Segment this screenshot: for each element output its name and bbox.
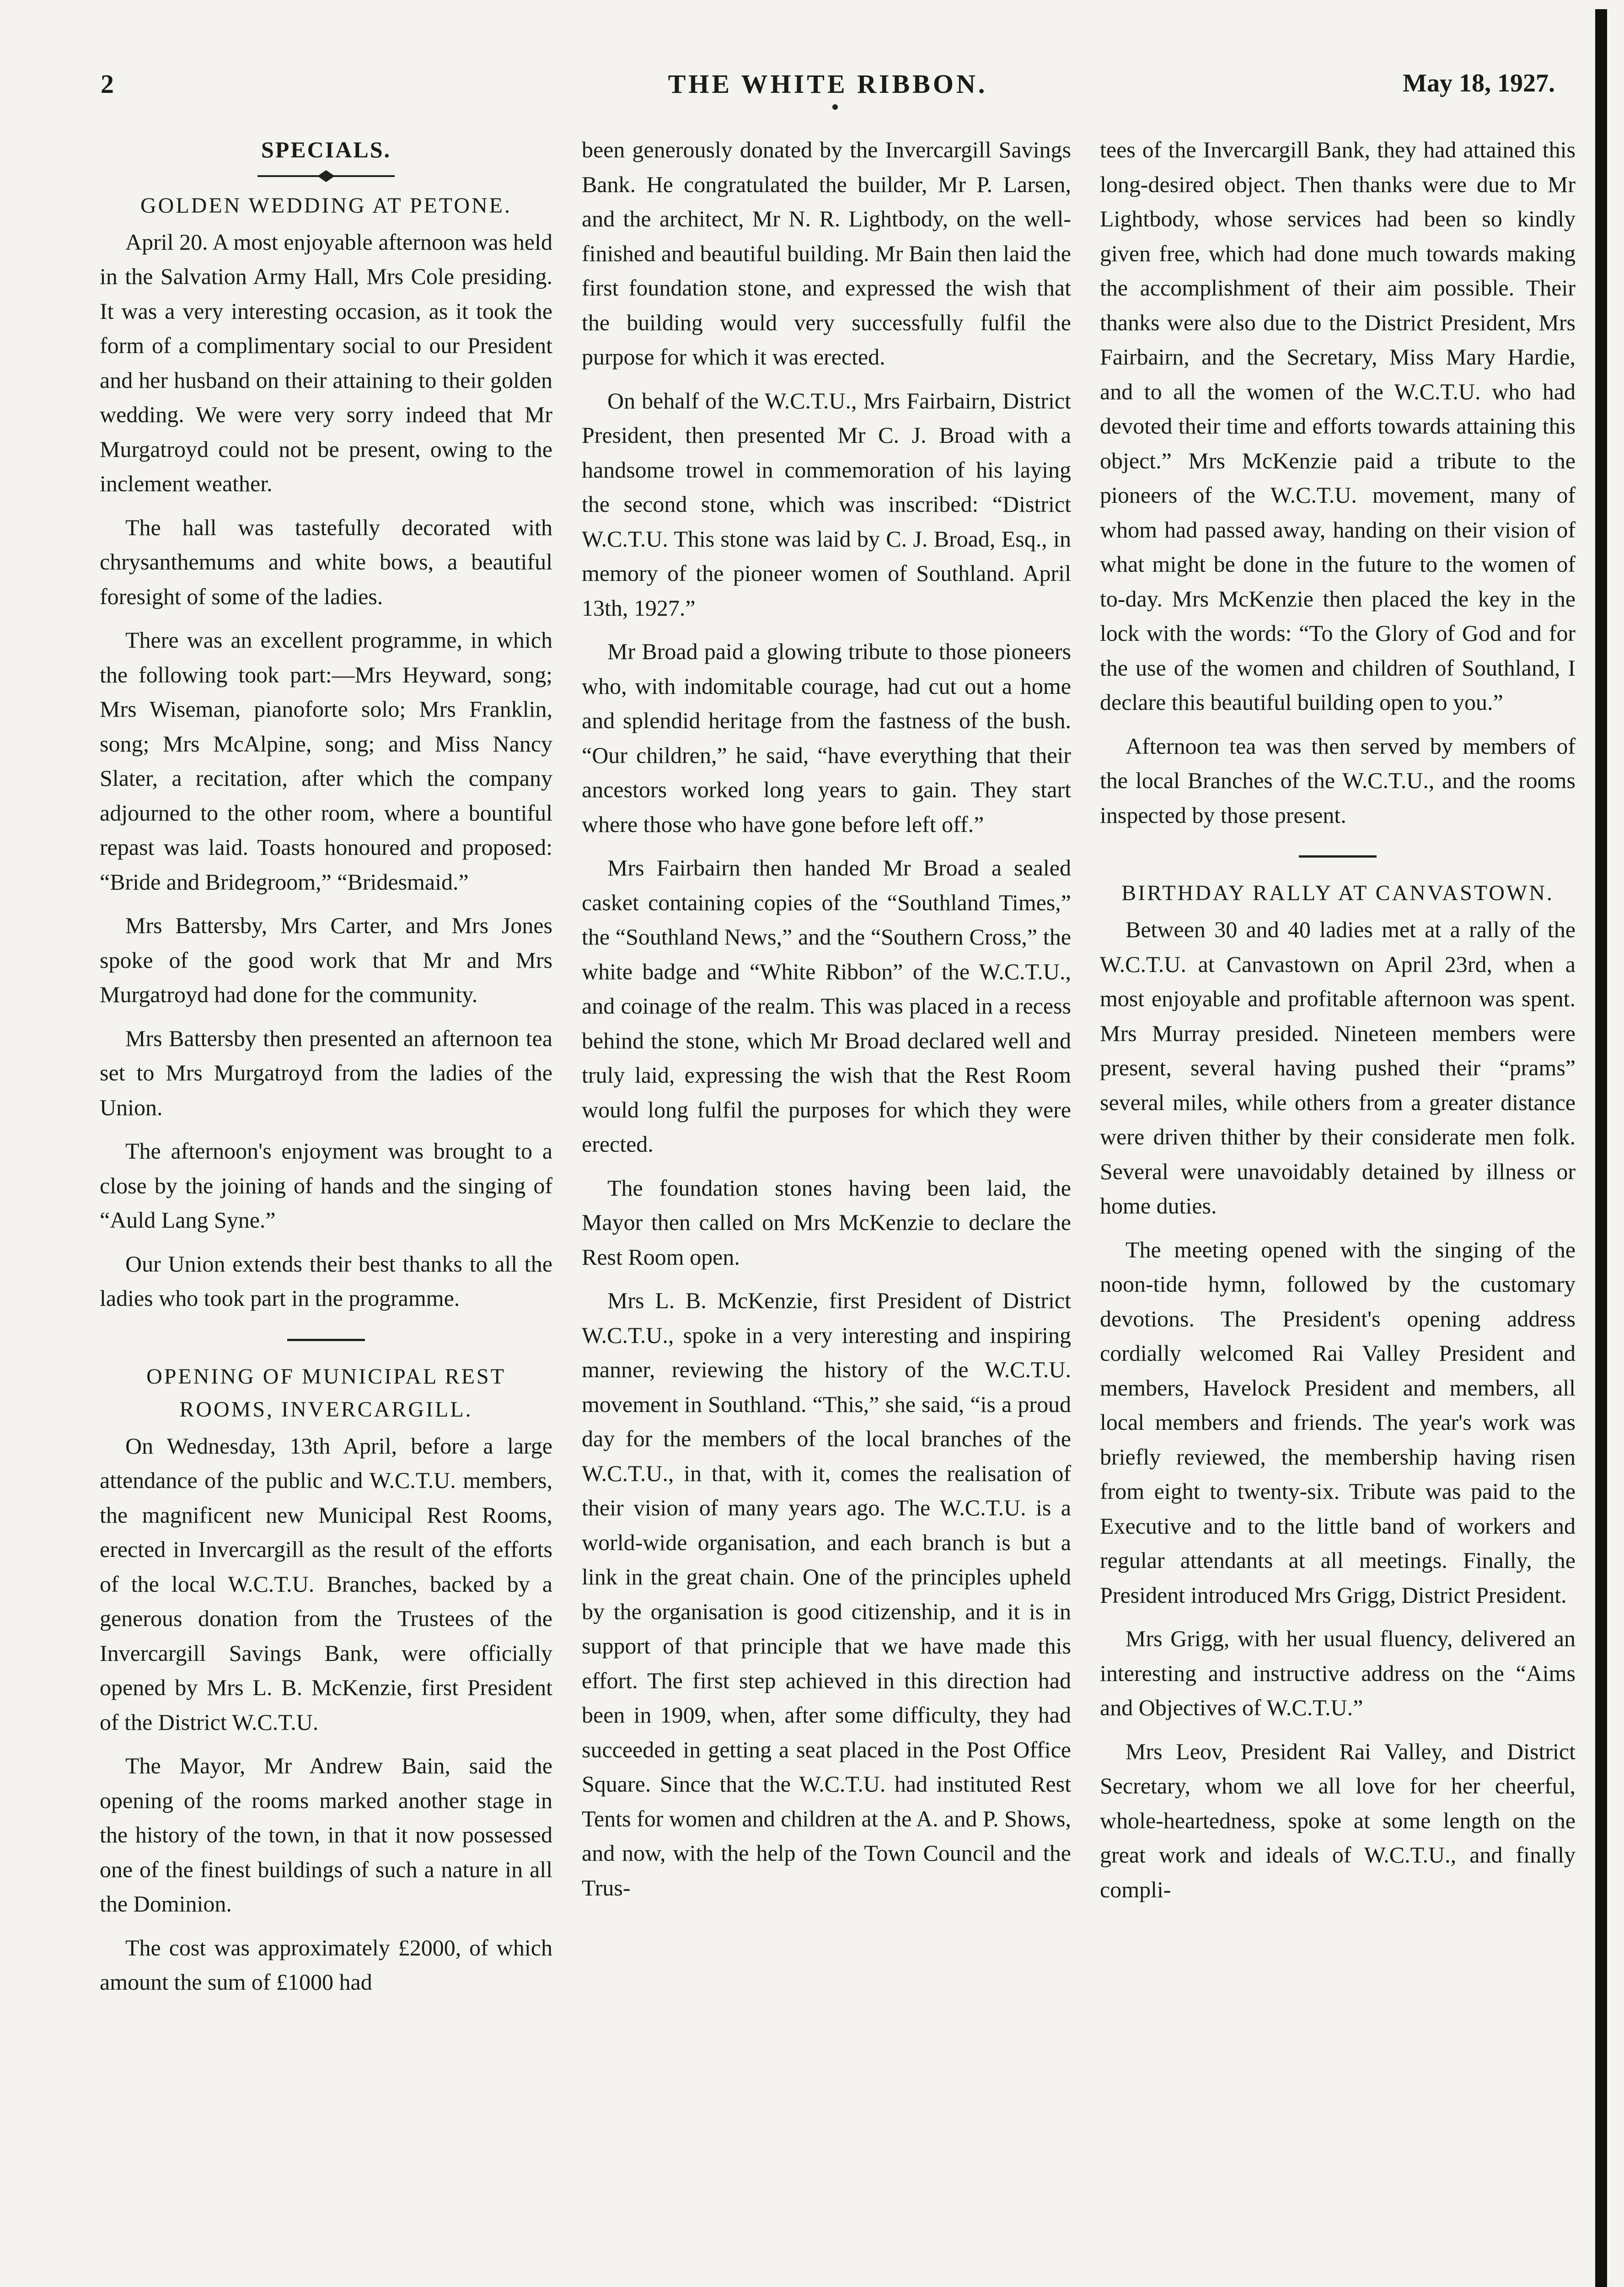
header-dot xyxy=(832,104,838,110)
golden-wedding-paragraph: Our Union extends their best thanks to all the ladies who took part in the programme. xyxy=(100,1251,552,1311)
birthday-rally-paragraph: Mrs Grigg, with her usual fluency, delivered an interesting and instructive address on the “Aims and Objectives of W.C.T.U.” xyxy=(1100,1626,1576,1720)
birthday-rally-paragraph: Between 30 and 40 ladies met at a rally of the W.C.T.U. at Canvastown on April 23rd, when a most enjoyable and profitable afternoon was spent. Mrs Murray presided. Nineteen members were present, several having pushed their “prams” several miles, while others from a greater distance were driven thither by their considerate men folk. Several were unavoidably detained by illness or home duties. xyxy=(1100,917,1576,1219)
issue-date: May 18, 1927. xyxy=(1403,69,1555,97)
page-edge-bar xyxy=(1595,9,1607,2287)
rest-rooms-title: OPENING OF MUNICIPAL REST ROOMS, INVERCARGILL. xyxy=(146,1364,506,1422)
birthday-rally-title: BIRTHDAY RALLY AT CANVASTOWN. xyxy=(1121,881,1554,905)
rest-rooms-paragraph: On Wednesday, 13th April, before a large attendance of the public and W.C.T.U. members, the magnificent new Municipal Rest Rooms, erected in Invercargill as the result of the efforts of the local W.C.T.U. Branches, backed by a generous donation from the Trustees of the Invercargill Savings Bank, were officially opened by Mrs L. B. McKenzie, first President of the District W.C.T.U. xyxy=(100,1433,552,1735)
page-header xyxy=(101,69,1555,119)
section-rule xyxy=(287,1339,365,1341)
ornament-divider xyxy=(257,170,395,182)
section-rule xyxy=(1299,855,1377,858)
column-3 xyxy=(1100,133,1576,2287)
rest-rooms-paragraph: On behalf of the W.C.T.U., Mrs Fairbairn, District President, then presented Mr C. J. Broad with a handsome trowel in commemoration of his laying the second stone, which was inscribed: “District W.C.T.U. This stone was laid by C. J. Broad, Esq., in memory of the pioneer women of Southland. April 13th, 1927.” xyxy=(582,387,1071,621)
golden-wedding-paragraph: The hall was tastefully decorated with chrysanthemums and white bows, a beautiful foresight of some of the ladies. xyxy=(100,514,552,609)
specials-heading: SPECIALS. xyxy=(261,137,391,162)
golden-wedding-title: GOLDEN WEDDING AT PETONE. xyxy=(140,193,512,218)
rest-rooms-paragraph: Mr Broad paid a glowing tribute to those pioneers who, with indomitable courage, had cut out a home and splendid heritage from the fastness of the bush. “Our children,” he said, “have everything that their ancestors worked long years to gain. They start where those who have gone before left off.” xyxy=(582,639,1071,837)
rest-rooms-paragraph: Afternoon tea was then served by members of the local Branches of the W.C.T.U., and the rooms inspected by those present. xyxy=(1100,733,1576,828)
diamond-ornament-icon xyxy=(317,170,335,182)
golden-wedding-paragraph: The afternoon's enjoyment was brought to a close by the joining of hands and the singing of “Auld Lang Syne.” xyxy=(100,1138,552,1233)
column-2 xyxy=(582,133,1071,2287)
page-number: 2 xyxy=(101,69,114,99)
rest-rooms-paragraph: The Mayor, Mr Andrew Bain, said the opening of the rooms marked another stage in the history of the town, in that it now possessed one of the finest buildings of such a nature in all the Dominion. xyxy=(100,1753,552,1917)
golden-wedding-paragraph: Mrs Battersby, Mrs Carter, and Mrs Jones spoke of the good work that Mr and Mrs Murgatroyd had done for the community. xyxy=(100,913,552,1007)
golden-wedding-paragraph: April 20. A most enjoyable afternoon was held in the Salvation Army Hall, Mrs Cole presiding. It was a very interesting occasion, as it took the form of a complimentary social to our President and her husband on their attaining to their golden wedding. We were very sorry indeed that Mr Murgatroyd could not be present, owing to the inclement weather. xyxy=(100,229,552,496)
rest-rooms-paragraph: Mrs Fairbairn then handed Mr Broad a sealed casket containing copies of the “Southland Times,” the “Southland News,” and the “Southern Cross,” the white badge and “White Ribbon” of the W.C.T.U., and coinage of the realm. This was placed in a recess behind the stone, which Mr Broad declared well and truly laid, expressing the wish that the Rest Room would long fulfil the purposes for which they were erected. xyxy=(582,855,1071,1157)
golden-wedding-paragraph: Mrs Battersby then presented an afternoon tea set to Mrs Murgatroyd from the ladies of the Union. xyxy=(100,1025,552,1120)
golden-wedding-paragraph: There was an excellent programme, in which the following took part:—Mrs Heyward, song; Mrs Wiseman, pianoforte solo; Mrs Franklin, song; Mrs McAlpine, song; and Miss Nancy Slater, a recitation, after which the company adjourned to the other room, where a bountiful repast was laid. Toasts honoured and proposed: “Bride and Bridegroom,” “Bridesmaid.” xyxy=(100,627,552,895)
birthday-rally-paragraph: Mrs Leov, President Rai Valley, and District Secretary, whom we all love for her cheerful, whole-heartedness, spoke at some length on the great work and ideals of W.C.T.U., and finally compli- xyxy=(1100,1738,1576,1902)
rest-rooms-paragraph: The cost was approximately £2000, of which amount the sum of £1000 had xyxy=(100,1934,552,1995)
masthead-title: THE WHITE RIBBON. xyxy=(668,69,988,99)
rest-rooms-paragraph: The foundation stones having been laid, the Mayor then called on Mrs McKenzie to declare the Rest Room open. xyxy=(582,1175,1071,1270)
birthday-rally-paragraph: The meeting opened with the singing of the noon-tide hymn, followed by the customary devotions. The President's opening address cordially welcomed Rai Valley President and members, Havelock President and members, all local members and friends. The year's work was briefly reviewed, the membership having risen from eight to twenty-six. Tribute was paid to the Executive and to the little band of workers and regular attendants at all meetings. Finally, the President introduced Mrs Grigg, District President. xyxy=(1100,1236,1576,1608)
rest-rooms-paragraph: Mrs L. B. McKenzie, first President of District W.C.T.U., spoke in a very interesting and inspiring manner, reviewing the history of the W.C.T.U. movement in Southland. “This,” she said, “is a proud day for the members of the local branches of the W.C.T.U., in that, with it, comes the realisation of their vision of many years ago. The W.C.T.U. is a world-wide organisation, and each branch is but a link in the great chain. One of the principles upheld by the organisation is good citizenship, and it is in support of that principle that we have made this effort. The first step achieved in this direction had been in 1909, when, after some difficulty, they had succeeded in getting a seat placed in the Post Office Square. Since that the W.C.T.U. had instituted Rest Tents for women and children at the A. and P. Shows, and now, with the help of the Town Council and the Trus- xyxy=(582,1288,1071,1900)
rest-rooms-paragraph: tees of the Invercargill Bank, they had attained this long-desired object. Then thanks were due to Mr Lightbody, whose services had been so kindly given free, which had done much towards making the accomplishment of their aim possible. Their thanks were also due to the District President, Mrs Fairbairn, and the Secretary, Miss Mary Hardie, and to all the women of the W.C.T.U. who had devoted their time and efforts towards attaining this object.” Mrs McKenzie paid a tribute to the pioneers of the W.C.T.U. movement, many of whom had passed away, handing on their vision of what might be done in the future to the women of to-day. Mrs McKenzie then placed the key in the lock with the words: “To the Glory of God and for the use of the women and children of Southland, I declare this beautiful building open to you.” xyxy=(1100,137,1576,715)
column-1 xyxy=(100,133,552,2287)
rest-rooms-paragraph: been generously donated by the Invercargill Savings Bank. He congratulated the builder, Mr P. Larsen, and the architect, Mr N. R. Lightbody, on the well-finished and beautiful building. Mr Bain then laid the first foundation stone, and expressed the wish that the building would very successfully fulfil the purpose for which it was erected. xyxy=(582,137,1071,370)
